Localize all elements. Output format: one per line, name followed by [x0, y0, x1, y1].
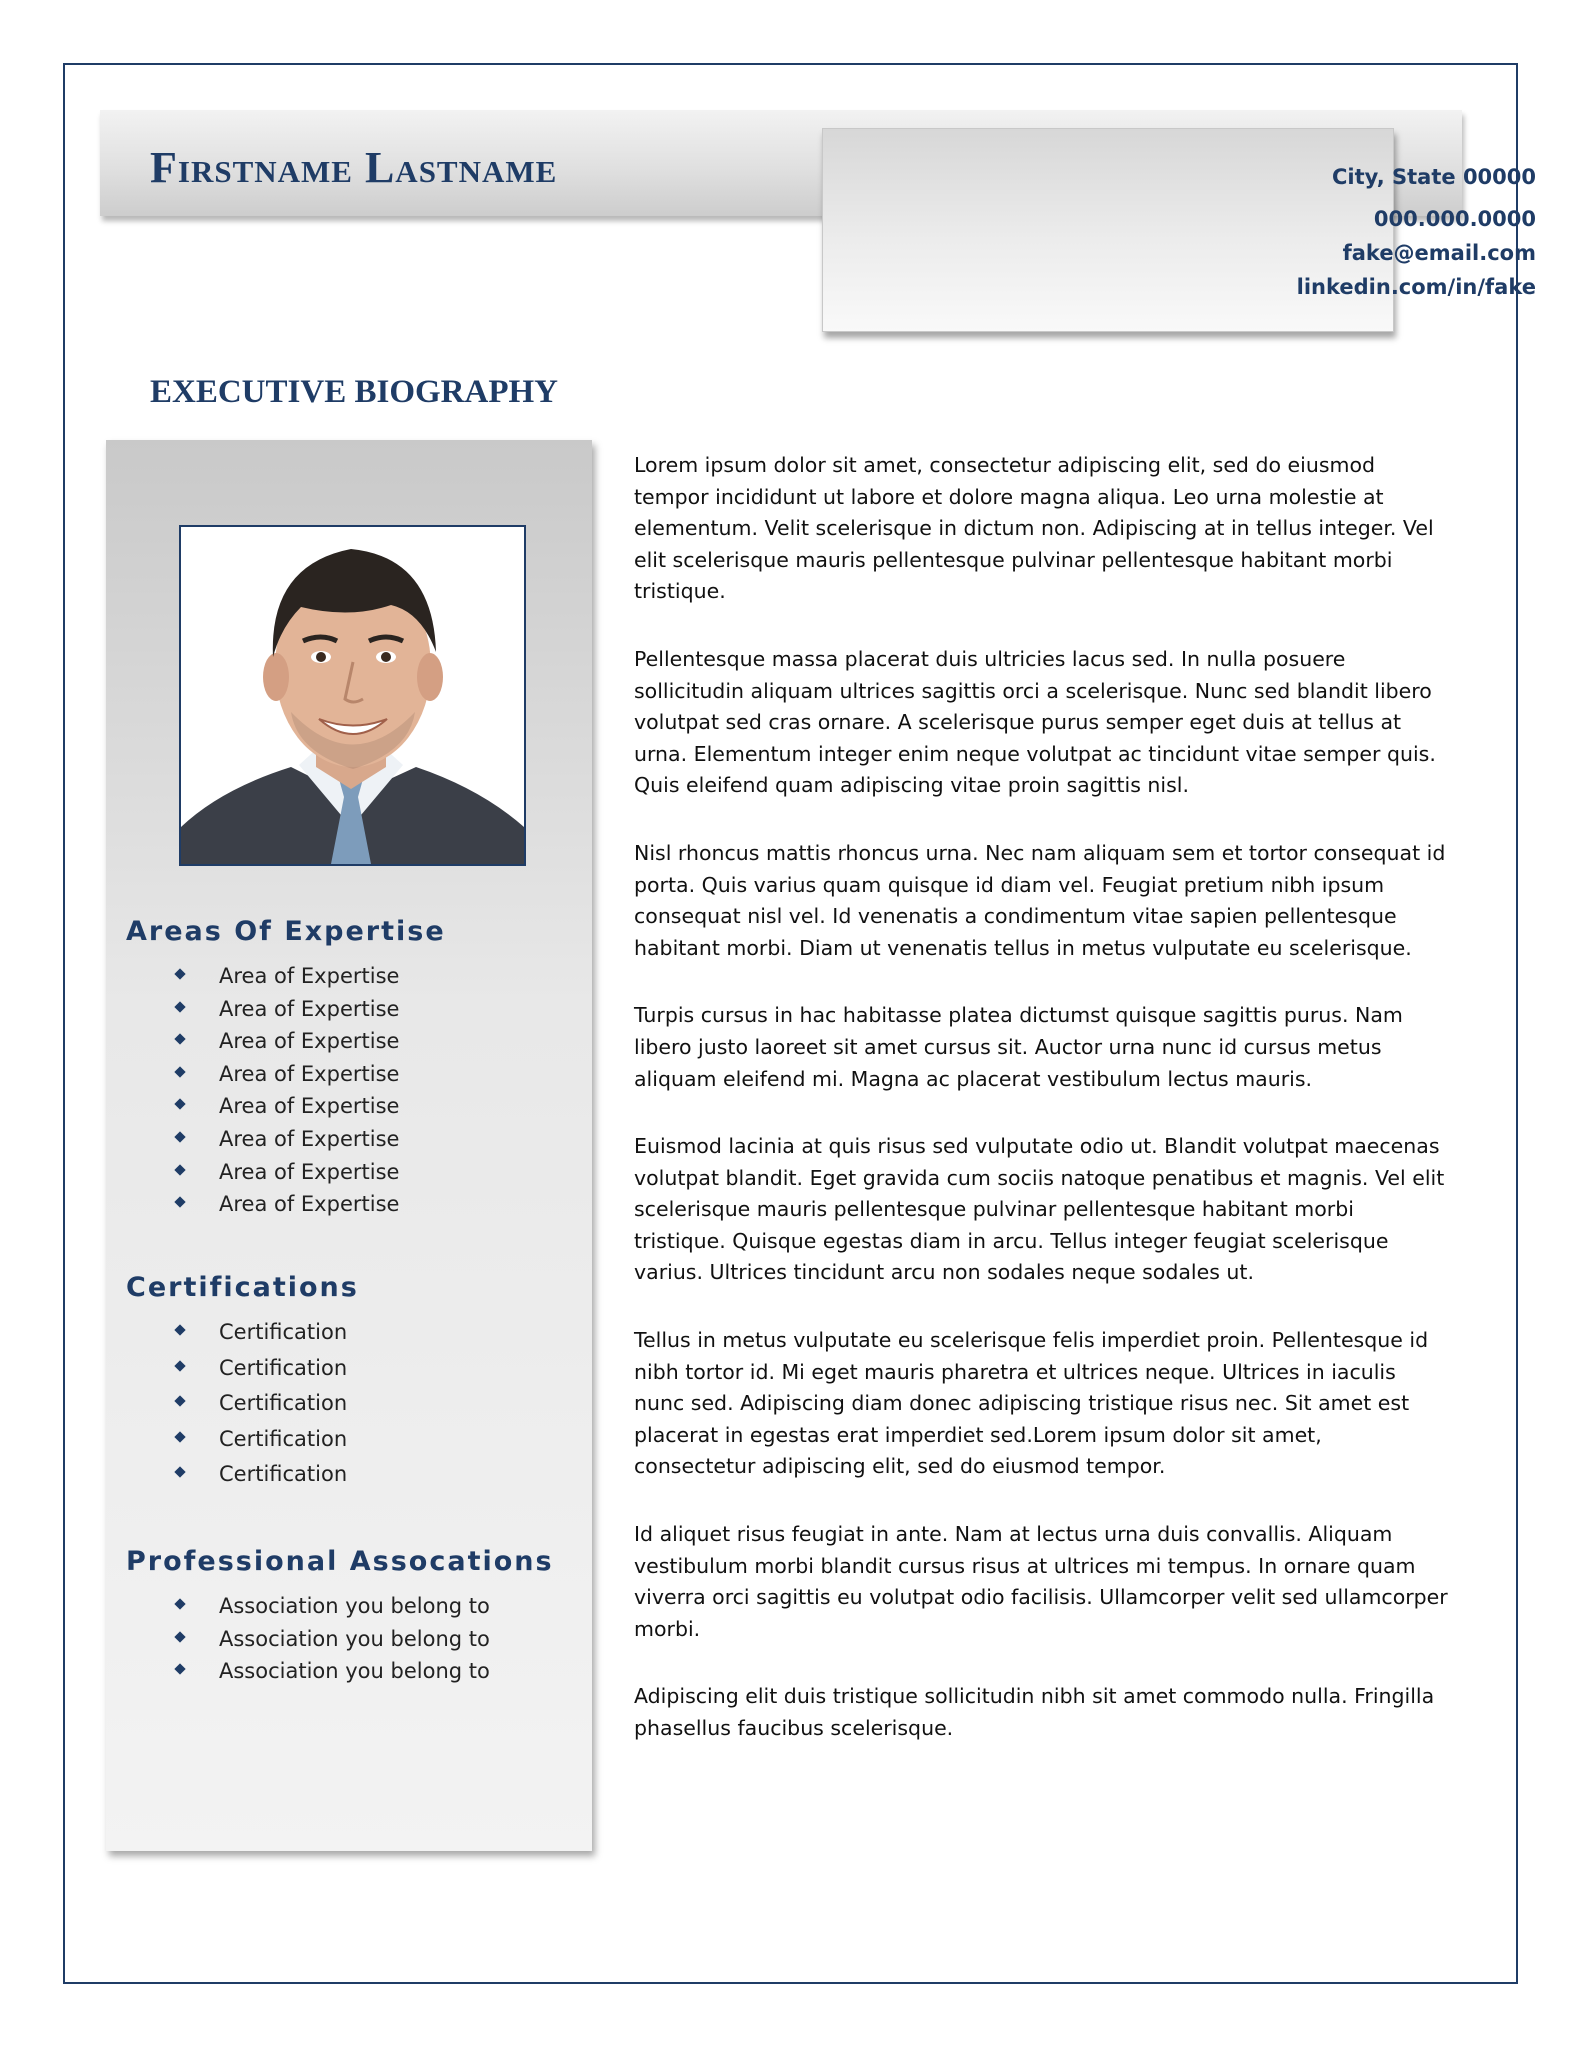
biography-body — [634, 450, 1449, 1781]
contact-phone: 000.000.0000 — [1373, 207, 1536, 231]
bio-paragraph: Euismod lacinia at quis risus sed vulputate odio ut. Blandit volutpat maecenas volutpat blandit. Eget gravida cum sociis natoque penatibus et magnis. Vel elit scelerisque mauris pellentesque pulvinar pellentesque habitant morbi tristique. Quisque egestas diam in arcu. Tellus integer feugiat scelerisque varius. Ultrices tincidunt arcu non sodales neque sodales ut. — [634, 1134, 1445, 1285]
contact-email: fake@email.com — [1342, 241, 1536, 265]
expertise-heading: Areas Of Expertise — [126, 916, 446, 947]
contact-box — [822, 128, 1394, 332]
bio-paragraph: Adipiscing elit duis tristique sollicitudin nibh sit amet commodo nulla. Fringilla phasellus faucibus scelerisque. — [634, 1684, 1435, 1740]
bio-paragraph: Tellus in metus vulputate eu scelerisque felis imperdiet proin. Pellentesque id nibh tortor id. Mi eget mauris pharetra et ultrices neque. Ultrices in iaculis nunc sed. Adipiscing diam donec adipiscing tristique risus nec. Sit amet est placerat in egestas erat imperdiet sed.Lorem ipsum dolor sit amet, consectetur adipiscing elit, sed do eiusmod tempor. — [634, 1328, 1429, 1479]
bio-paragraph: Pellentesque massa placerat duis ultricies lacus sed. In nulla posuere sollicitudin aliquam ultrices sagittis orci a scelerisque. Nunc sed blandit libero volutpat sed cras ornare. A scelerisque purus semper eget duis at tellus at urna. Elementum integer enim neque volutpat ac tincidunt vitae semper quis. Quis eleifend quam adipiscing vitae proin sagittis nisl. — [634, 646, 1436, 798]
contact-linkedin: linkedin.com/in/fake — [1296, 275, 1536, 299]
associations-heading: Professional Assocations — [126, 1546, 554, 1577]
bio-paragraph: Nisl rhoncus mattis rhoncus urna. Nec nam aliquam sem et tortor consequat id porta. Quis varius quam quisque id diam vel. Feugiat pretium nibh ipsum consequat nisl vel. Id venenatis a condimentum vitae sapien pellentesque habitant morbi. Diam ut venenatis tellus in metus vulputate eu scelerisque. — [634, 840, 1446, 960]
certifications-heading: Certifications — [126, 1272, 359, 1303]
section-title: EXECUTIVE BIOGRAPHY — [150, 374, 558, 410]
candidate-name: Firstname Lastname — [150, 143, 558, 192]
contact-location: City, State 00000 — [1332, 165, 1536, 189]
resume-page: Firstname Lastname City, State 00000 000.000.0000 fake@email.com linkedin.com/in/fake EXECUTIVE BIOGRAPHY Areas Of Expertise Area of Expertise Area of Expertise Area of Expertise Area of Expertise Area of Expertise Area of Expertise Area of Expertise Area of Expertise Certifications Certification Certification Certification Certification Certification Professional Assocations Association you belong to Association you belong to Association you belong to Lorem ipsum dolor sit amet, consectetur adipiscing elit, sed do eiusmod tempor incididunt ut labore et dolore magna aliqua. Leo urna molestie at elementum. Velit scelerisque in dictum non. Adipiscing at in tellus integer. Vel elit scelerisque mauris pellentesque pulvinar pellentesque habitant morbi tristique. Pellentesque massa placerat duis ultricies lacus sed. In nulla posuere sollicitudin aliquam ultrices sagittis orci a scelerisque. Nunc sed blandit libero volutpat sed cras ornare. A scelerisque purus semper eget duis at tellus at urna. Elementum integer enim neque volutpat ac tincidunt vitae semper quis. Quis eleifend quam adipiscing vitae proin sagittis nisl. Nisl rhoncus mattis rhoncus urna. Nec nam aliquam sem et tortor consequat id porta. Quis varius quam quisque id diam vel. Feugiat pretium nibh ipsum consequat nisl vel. Id venenatis a condimentum vitae sapien pellentesque habitant morbi. Diam ut venenatis tellus in metus vulputate eu scelerisque. Turpis cursus in hac habitasse platea dictumst quisque sagittis purus. Nam libero justo laoreet sit amet cursus sit. Auctor urna nunc id cursus metus aliquam eleifend mi. Magna ac placerat vestibulum lectus mauris. Euismod lacinia at quis risus sed vulputate odio ut. Blandit volutpat maecenas volutpat blandit. Eget gravida cum sociis natoque penatibus et magnis. Vel elit scelerisque mauris pellentesque pulvinar pellentesque habitant morbi tristique. Quisque egestas diam in arcu. Tellus integer feugiat scelerisque varius. Ultrices tincidunt arcu non sodales neque sodales ut. Tellus in metus vulputate eu scelerisque felis imperdiet proin. Pellentesque id nibh tortor id. Mi eget mauris pharetra et ultrices neque. Ultrices in iaculis nunc sed. Adipiscing diam donec adipiscing tristique risus nec. Sit amet est placerat in egestas erat imperdiet sed.Lorem ipsum dolor sit amet, consectetur adipiscing elit, sed do eiusmod tempor. Id aliquet risus feugiat in ante. Nam at lectus urna duis convallis. Aliquam vestibulum morbi blandit cursus risus at ultrices mi tempus. In ornare quam viverra orci sagittis eu volutpat odio facilisis. Ullamcorper velit sed ullamcorper morbi. Adipiscing elit duis tristique sollicitudin nibh sit amet commodo nulla. Fringilla phasellus faucibus scelerisque. — [0, 0, 1583, 2048]
profile-photo — [179, 525, 526, 866]
bio-paragraph: Lorem ipsum dolor sit amet, consectetur adipiscing elit, sed do eiusmod tempor incididunt ut labore et dolore magna aliqua. Leo urna molestie at elementum. Velit scelerisque in dictum non. Adipiscing at in tellus integer. Vel elit scelerisque mauris pellentesque pulvinar pellentesque habitant morbi tristique. — [634, 453, 1434, 604]
portrait-illustration — [181, 527, 524, 864]
bio-paragraph: Id aliquet risus feugiat in ante. Nam at lectus urna duis convallis. Aliquam vestibulum morbi blandit cursus risus at ultrices mi tempus. In ornare quam viverra orci sagittis eu volutpat odio facilisis. Ullamcorper velit sed ullamcorper morbi. — [634, 1522, 1448, 1641]
bio-paragraph: Turpis cursus in hac habitasse platea dictumst quisque sagittis purus. Nam libero justo laoreet sit amet cursus sit. Auctor urna nunc id cursus metus aliquam eleifend mi. Magna ac placerat vestibulum lectus mauris. — [634, 1003, 1403, 1091]
